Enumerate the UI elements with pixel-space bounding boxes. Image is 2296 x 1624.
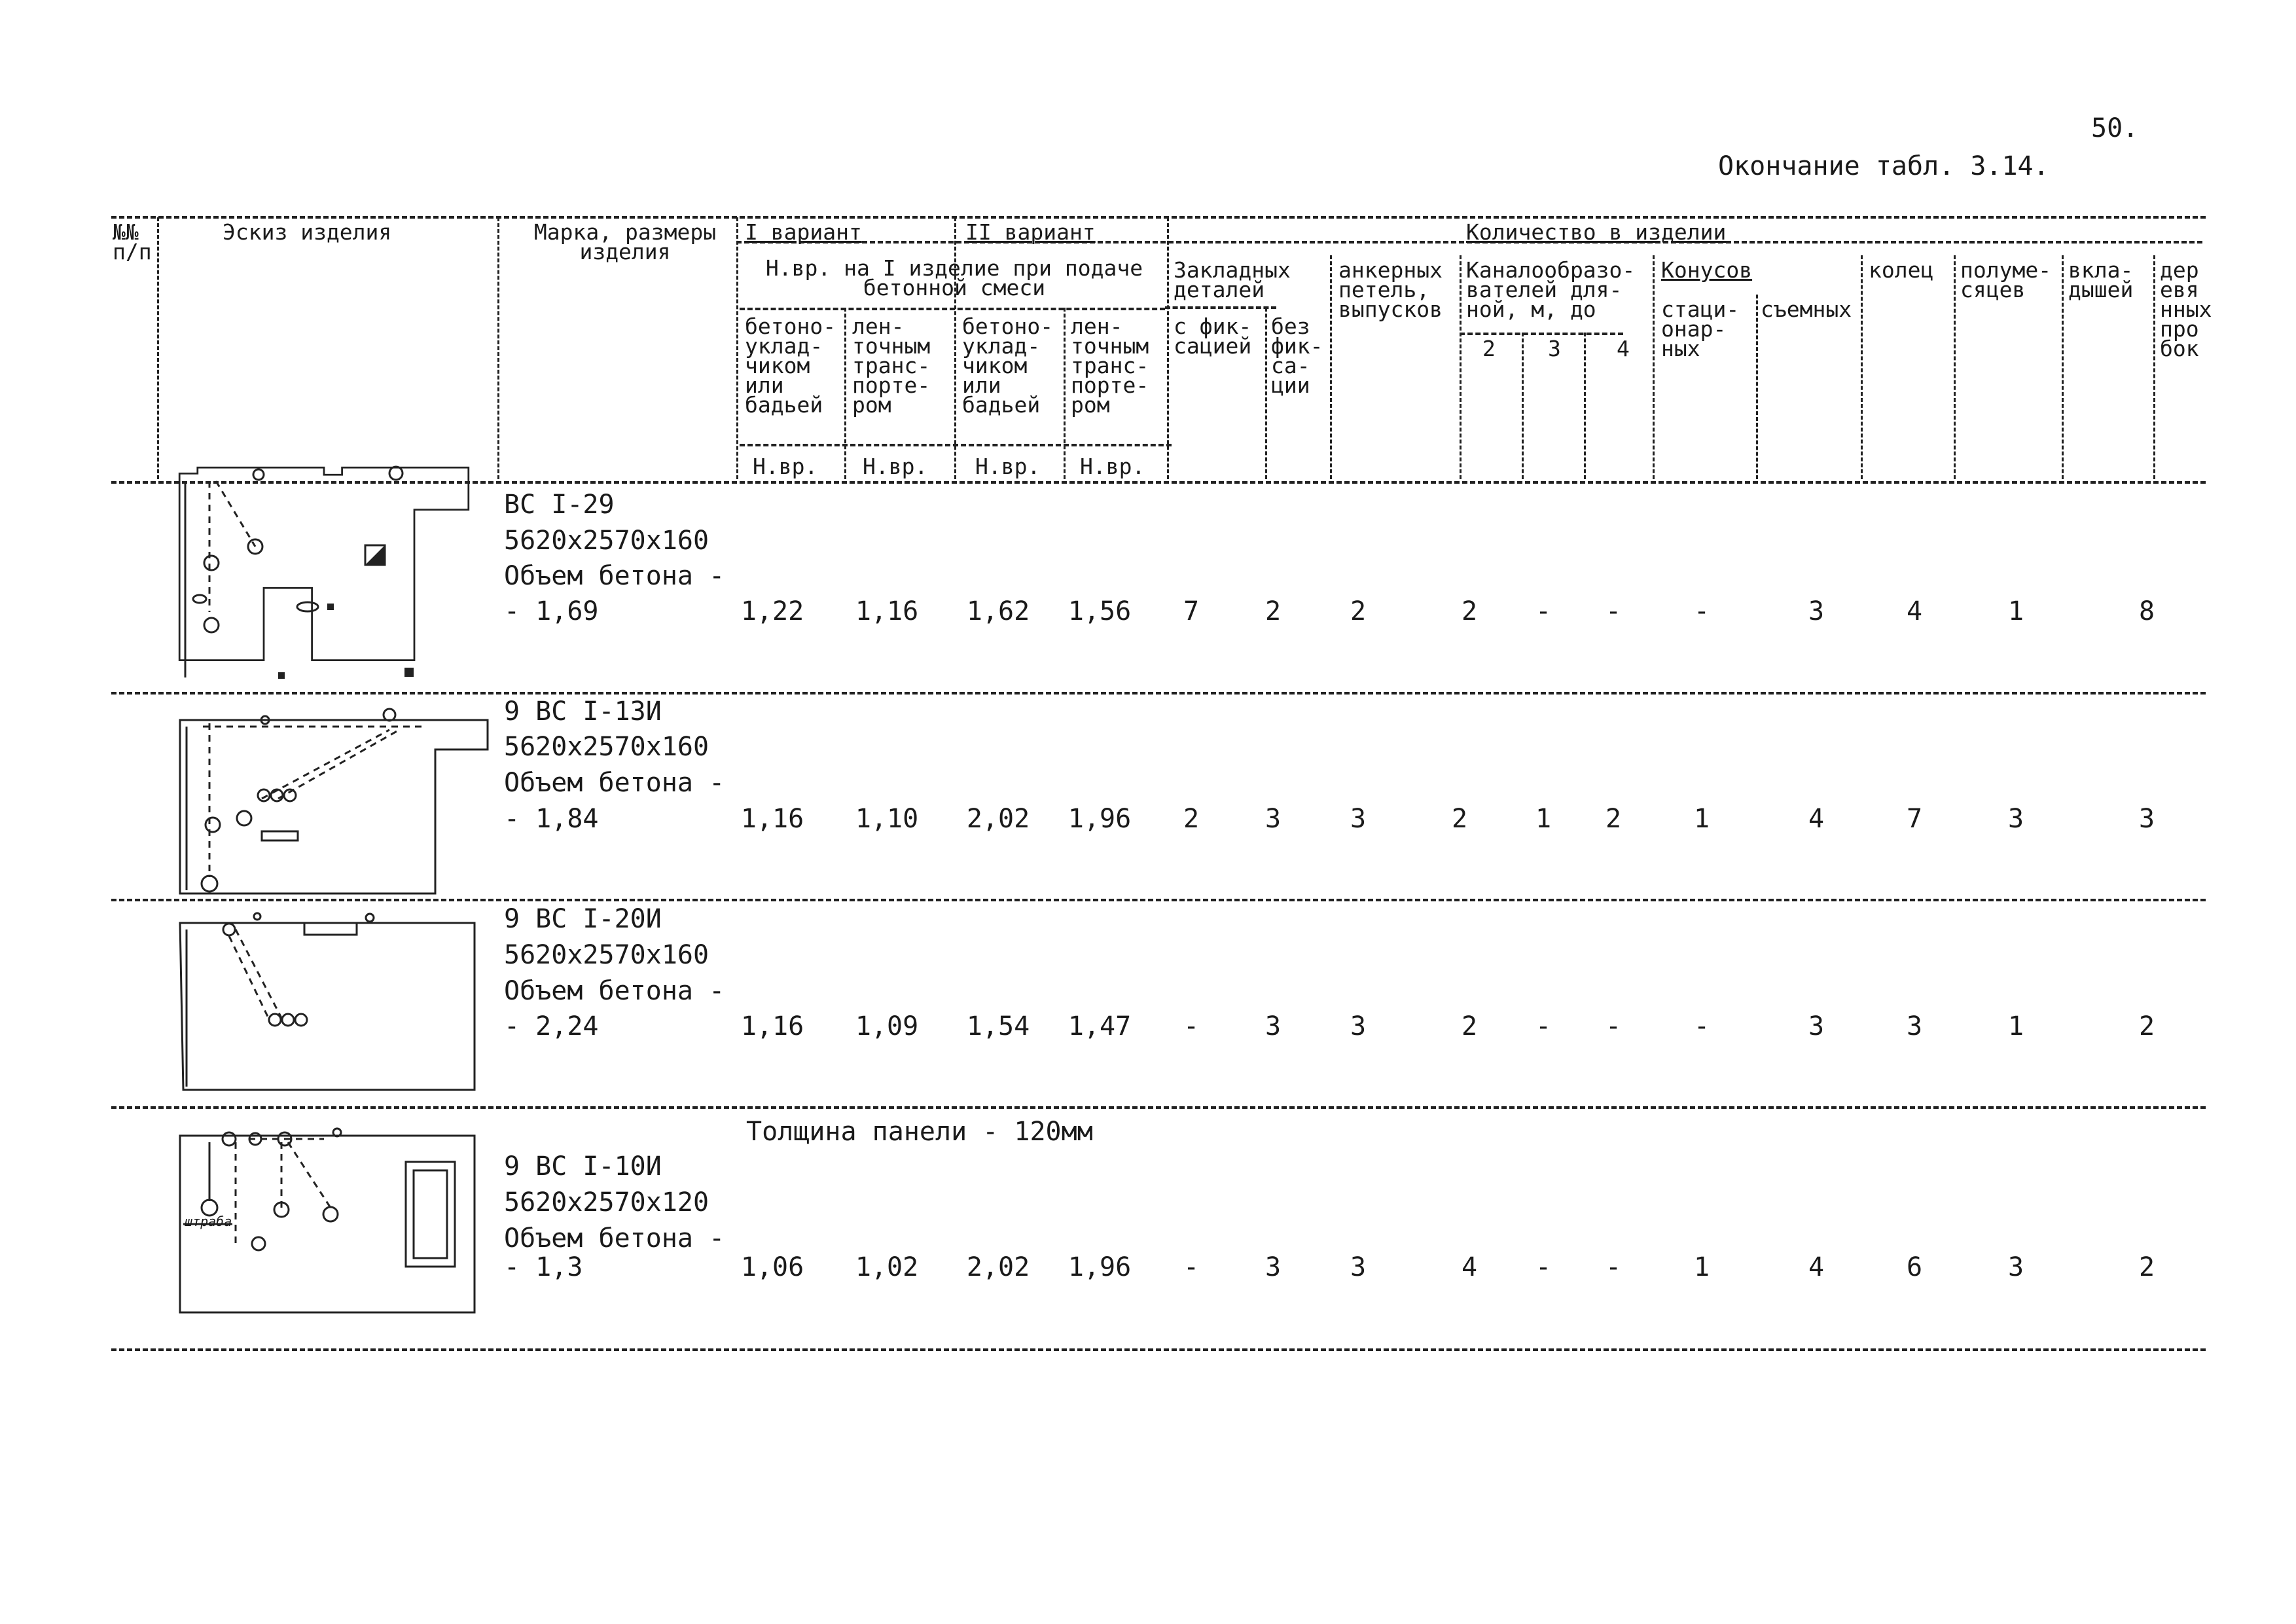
cell-embedded-with-fix: - bbox=[1183, 1252, 1200, 1282]
cell-embedded-without-fix: 3 bbox=[1265, 804, 1282, 834]
cell-anchors: 2 bbox=[1350, 596, 1367, 626]
cell-cones-fixed: 1 bbox=[1693, 804, 1710, 834]
cell-rings: 7 bbox=[1906, 804, 1923, 834]
table-caption: Окончание табл. 3.14. bbox=[1718, 151, 2049, 181]
header-channel: Каналообразо- вателей для- ной, м, до bbox=[1466, 257, 1636, 322]
header-channel-4: 4 bbox=[1617, 336, 1630, 361]
row-mark: 9 ВС I-13И bbox=[504, 696, 662, 727]
vrule-cones-sub bbox=[1756, 295, 1758, 479]
cell-time-v2-bucket: 2,02 bbox=[966, 804, 1030, 834]
cell-cones-fixed: 1 bbox=[1693, 1252, 1710, 1282]
cell-half-moons: 1 bbox=[2007, 596, 2024, 626]
row-volume: - 2,24 bbox=[504, 1011, 599, 1041]
cell-time-v1-bucket: 1,06 bbox=[740, 1252, 804, 1282]
cell-cones-removable: 3 bbox=[1808, 1011, 1825, 1041]
cell-rings: 3 bbox=[1906, 1011, 1923, 1041]
cell-embedded-with-fix: - bbox=[1183, 1011, 1200, 1041]
header-rings: колец bbox=[1869, 257, 1934, 283]
header-variant-2: II вариант bbox=[965, 219, 1096, 245]
cell-channel-3: 1 bbox=[1535, 804, 1552, 834]
row-size: 5620х2570х160 bbox=[504, 526, 709, 556]
cell-channel-4: 2 bbox=[1605, 804, 1622, 834]
cell-half-moons: 3 bbox=[2007, 1252, 2024, 1282]
panel-sketch-2 bbox=[173, 700, 494, 897]
cell-rings: 4 bbox=[1906, 596, 1923, 626]
header-mark: Марка, размеры изделия bbox=[533, 219, 717, 264]
cell-wood-plugs: 2 bbox=[2138, 1252, 2155, 1282]
page-number: 50. bbox=[2091, 113, 2139, 143]
cell-wood-plugs: 2 bbox=[2138, 1011, 2155, 1041]
cell-channel-4: - bbox=[1605, 1011, 1622, 1041]
cell-time-v2-conveyor: 1,96 bbox=[1067, 1252, 1132, 1282]
row-volume: - 1,84 bbox=[504, 804, 599, 834]
cell-channel-3: - bbox=[1535, 596, 1552, 626]
row-1-bottom-rule bbox=[111, 692, 2206, 695]
vrule-inserts bbox=[2153, 255, 2155, 479]
cell-channel-4: - bbox=[1605, 1252, 1622, 1282]
cell-channel-2: 2 bbox=[1461, 596, 1478, 626]
header-embedded: Закладных деталей bbox=[1174, 257, 1291, 302]
row-2-bottom-rule bbox=[111, 899, 2206, 901]
cell-wood-plugs: 3 bbox=[2138, 804, 2155, 834]
vrule-ch-2 bbox=[1522, 333, 1524, 479]
row-volume: - 1,69 bbox=[504, 596, 599, 626]
header-quantity: Количество в изделии bbox=[1466, 219, 1727, 245]
cell-time-v2-bucket: 2,02 bbox=[966, 1252, 1030, 1282]
sketch-label-strap: штраба bbox=[185, 1214, 232, 1229]
row-note: Толщина панели - 120мм bbox=[746, 1117, 1093, 1147]
cell-anchors: 3 bbox=[1350, 1011, 1367, 1041]
header-inserts: вкла- дышей bbox=[2068, 257, 2134, 302]
unit-v1-bucket: Н.вр. bbox=[753, 454, 818, 479]
vrule-emb-sub bbox=[1265, 308, 1267, 479]
header-cones: Конусов bbox=[1661, 257, 1753, 283]
row-volume-label: Объем бетона - bbox=[504, 561, 725, 591]
cell-time-v2-conveyor: 1,47 bbox=[1067, 1011, 1132, 1041]
cell-channel-3: - bbox=[1535, 1252, 1552, 1282]
vrule-sketch bbox=[497, 217, 499, 479]
cell-time-v1-conveyor: 1,09 bbox=[855, 1011, 919, 1041]
vrule-mark bbox=[736, 217, 738, 479]
header-channel-2: 2 bbox=[1482, 336, 1496, 361]
cell-channel-2: 2 bbox=[1451, 804, 1468, 834]
cell-time-v1-bucket: 1,16 bbox=[740, 1011, 804, 1041]
header-half-moons: полуме- сяцев bbox=[1960, 257, 2052, 302]
header-with-fix: с фик- сацией bbox=[1174, 314, 1252, 359]
row-mark: ВС I-29 bbox=[504, 490, 615, 520]
cell-embedded-with-fix: 7 bbox=[1183, 596, 1200, 626]
header-variant-1: I вариант bbox=[745, 219, 862, 245]
panel-sketch-1 bbox=[173, 461, 481, 691]
row-volume-label: Объем бетона - bbox=[504, 1223, 725, 1254]
cell-time-v1-conveyor: 1,16 bbox=[855, 596, 919, 626]
header-wood-plugs: дер евя нных про бок bbox=[2160, 257, 2212, 361]
cell-wood-plugs: 8 bbox=[2138, 596, 2155, 626]
row-size: 5620х2570х120 bbox=[504, 1187, 709, 1218]
header-without-fix: без фик- са- ции bbox=[1271, 314, 1323, 398]
header-time-per-item: Н.вр. на I изделие при подаче бетонной смеси bbox=[765, 255, 1143, 300]
cell-time-v2-conveyor: 1,96 bbox=[1067, 804, 1132, 834]
cell-half-moons: 3 bbox=[2007, 804, 2024, 834]
row-4-bottom-rule bbox=[111, 1348, 2206, 1351]
row-size: 5620х2570х160 bbox=[504, 732, 709, 762]
vrule-v1-sub bbox=[844, 308, 846, 479]
cell-anchors: 3 bbox=[1350, 804, 1367, 834]
vrule-v2-sub bbox=[1064, 308, 1066, 479]
row-volume-label: Объем бетона - bbox=[504, 976, 725, 1006]
header-sketch: Эскиз изделия bbox=[223, 219, 392, 245]
header-channel-3: 3 bbox=[1548, 336, 1561, 361]
cell-channel-4: - bbox=[1605, 596, 1622, 626]
cell-channel-2: 2 bbox=[1461, 1011, 1478, 1041]
vrule-channel bbox=[1653, 255, 1655, 479]
unit-v2-bucket: Н.вр. bbox=[975, 454, 1041, 479]
cell-embedded-without-fix: 3 bbox=[1265, 1011, 1282, 1041]
cell-anchors: 3 bbox=[1350, 1252, 1367, 1282]
header-v2-conveyor: лен- точным транс- порте- ром bbox=[1071, 314, 1149, 418]
cell-channel-2: 4 bbox=[1461, 1252, 1478, 1282]
row-mark: 9 ВС I-10И bbox=[504, 1151, 662, 1182]
table-top-rule bbox=[111, 216, 2206, 219]
row-volume: - 1,3 bbox=[504, 1252, 583, 1282]
cell-rings: 6 bbox=[1906, 1252, 1923, 1282]
unit-v2-conveyor: Н.вр. bbox=[1080, 454, 1145, 479]
cell-embedded-without-fix: 3 bbox=[1265, 1252, 1282, 1282]
header-v1-bucket: бетоно- уклад- чиком или бадьей bbox=[745, 314, 836, 418]
header-rule-2 bbox=[740, 308, 1165, 310]
vrule-ch-3 bbox=[1584, 333, 1586, 479]
header-cones-removable: съемных bbox=[1761, 297, 1852, 322]
cell-channel-3: - bbox=[1535, 1011, 1552, 1041]
cell-time-v1-bucket: 1,22 bbox=[740, 596, 804, 626]
vrule-anchors bbox=[1460, 255, 1462, 479]
row-volume-label: Объем бетона - bbox=[504, 768, 725, 798]
cell-cones-removable: 3 bbox=[1808, 596, 1825, 626]
cell-half-moons: 1 bbox=[2007, 1011, 2024, 1041]
header-no: №№ п/п bbox=[113, 219, 152, 264]
vrule-emb bbox=[1330, 255, 1332, 479]
row-size: 5620х2570х160 bbox=[504, 940, 709, 970]
cell-time-v2-bucket: 1,54 bbox=[966, 1011, 1030, 1041]
header-cones-fixed: стаци- онар- ных bbox=[1661, 297, 1740, 361]
header-rule-4 bbox=[1460, 333, 1623, 335]
row-3-bottom-rule bbox=[111, 1106, 2206, 1109]
header-rule-3 bbox=[1165, 306, 1276, 309]
cell-time-v1-conveyor: 1,10 bbox=[855, 804, 919, 834]
header-v2-bucket: бетоно- уклад- чиком или бадьей bbox=[962, 314, 1054, 418]
cell-cones-removable: 4 bbox=[1808, 804, 1825, 834]
header-v1-conveyor: лен- точным транс- порте- ром bbox=[852, 314, 931, 418]
vrule-half-moons bbox=[2062, 255, 2064, 479]
cell-time-v1-conveyor: 1,02 bbox=[855, 1252, 919, 1282]
vrule-rings bbox=[1954, 255, 1956, 479]
cell-cones-fixed: - bbox=[1693, 596, 1710, 626]
vrule-v2 bbox=[1167, 217, 1169, 479]
cell-embedded-with-fix: 2 bbox=[1183, 804, 1200, 834]
cell-cones-removable: 4 bbox=[1808, 1252, 1825, 1282]
row-mark: 9 ВС I-20И bbox=[504, 904, 662, 934]
panel-sketch-3 bbox=[173, 910, 481, 1100]
cell-time-v2-bucket: 1,62 bbox=[966, 596, 1030, 626]
cell-cones-fixed: - bbox=[1693, 1011, 1710, 1041]
unit-v1-conveyor: Н.вр. bbox=[863, 454, 928, 479]
cell-embedded-without-fix: 2 bbox=[1265, 596, 1282, 626]
vrule-cones bbox=[1861, 255, 1863, 479]
cell-time-v2-conveyor: 1,56 bbox=[1067, 596, 1132, 626]
header-anchors: анкерных петель, выпусков bbox=[1338, 257, 1443, 322]
cell-time-v1-bucket: 1,16 bbox=[740, 804, 804, 834]
